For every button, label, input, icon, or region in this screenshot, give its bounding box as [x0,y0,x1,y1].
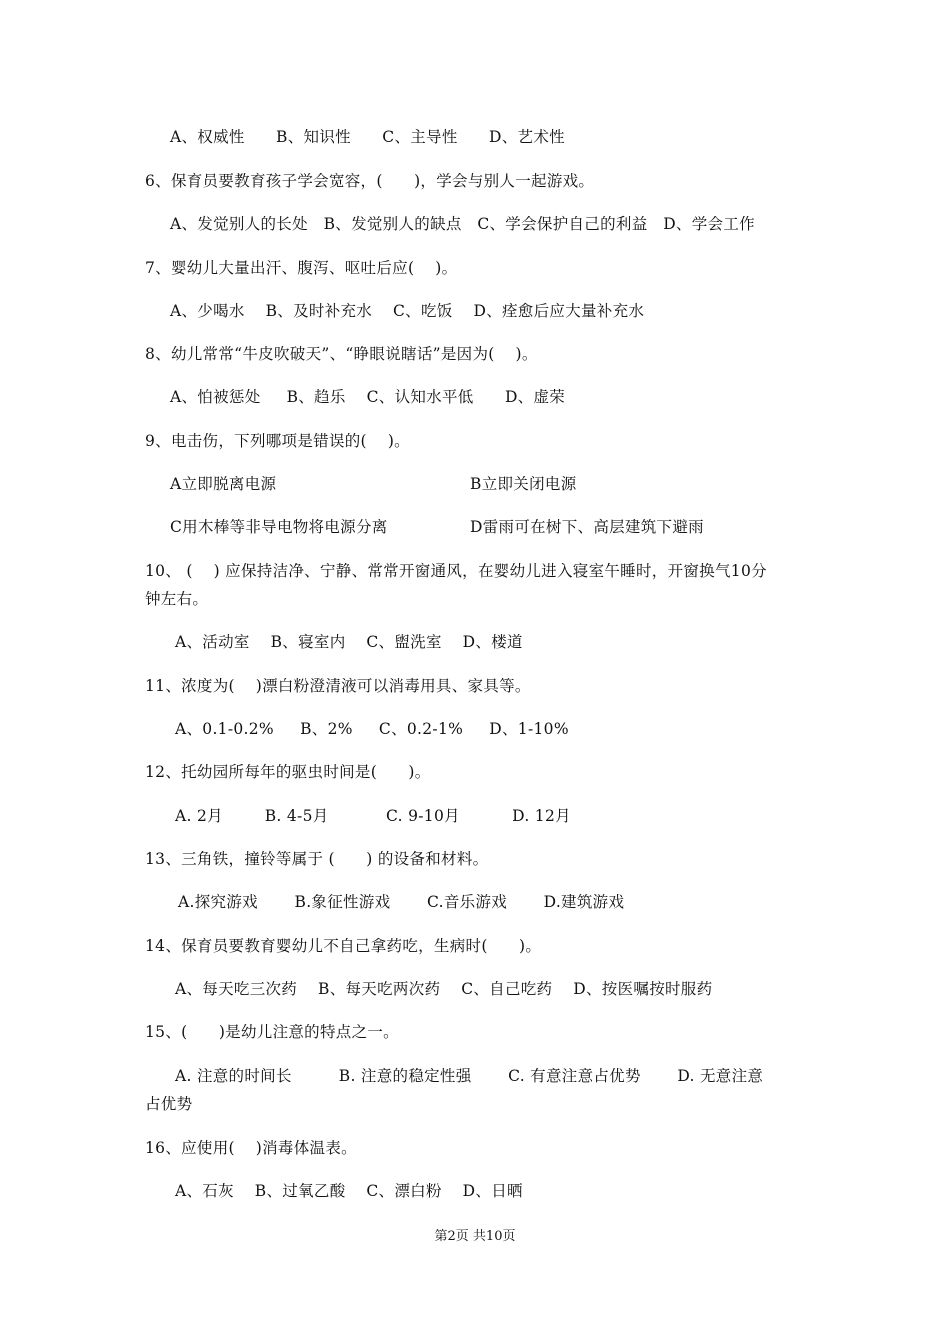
q14-options: A、每天吃三次药 B、每天吃两次药 C、自己吃药 D、按医嘱按时服药 [175,980,713,998]
q11-options: A、0.1-0.2% B、2% C、0.2-1% D、1-10% [175,720,569,738]
q5-options: A、权威性 B、知识性 C、主导性 D、艺术性 [170,128,565,146]
q15-options: A. 注意的时间长 B. 注意的稳定性强 C. 有意注意占优势 D. 无意注意 [175,1067,764,1085]
q10-options: A、活动室 B、寝室内 C、盥洗室 D、楼道 [175,633,523,651]
q13-options: A.探究游戏 B.象征性游戏 C.音乐游戏 D.建筑游戏 [178,893,625,911]
q7-options: A、少喝水 B、及时补充水 C、吃饭 D、痊愈后应大量补充水 [170,302,645,320]
page-footer: 第2页 共10页 [434,1229,516,1244]
q16-question: 16、应使用( )消毒体温表。 [145,1139,357,1157]
q12-options: A. 2月 B. 4-5月 C. 9-10月 D. 12月 [175,807,571,825]
q14-question: 14、保育员要教育婴幼儿不自己拿药吃，生病时( )。 [145,937,542,955]
q6-options: A、发觉别人的长处 B、发觉别人的缺点 C、学会保护自己的利益 D、学会工作 [170,215,755,233]
q16-options: A、石灰 B、过氧乙酸 C、漂白粉 D、日晒 [175,1182,523,1200]
q7-question: 7、婴幼儿大量出汗、腹泻、呕吐后应( )。 [145,259,458,277]
q9-option-c: C用木棒等非导电物将电源分离 [170,518,388,536]
q6-question: 6、保育员要教育孩子学会宽容，( )，学会与别人一起游戏。 [145,172,595,190]
q13-question: 13、三角铁，撞铃等属于 ( ) 的设备和材料。 [145,850,489,868]
q11-question: 11、浓度为( )漂白粉澄清液可以消毒用具、家具等。 [145,677,531,695]
q9-option-a: A立即脱离电源 [170,475,277,493]
q15-options-cont: 占优势 [145,1095,193,1113]
q9-option-d: D雷雨可在树下、高层建筑下避雨 [470,518,704,536]
q9-option-b: B立即关闭电源 [470,475,577,493]
q9-question: 9、电击伤，下列哪项是错误的( )。 [145,432,410,450]
q10-question: 10、 ( ) 应保持洁净、宁静、常常开窗通风，在婴幼儿进入寝室午睡时，开窗换气10分 [145,562,767,580]
q12-question: 12、托幼园所每年的驱虫时间是( )。 [145,763,431,781]
q8-question: 8、幼儿常常“牛皮吹破天”、“睁眼说瞎话”是因为( )。 [145,345,538,363]
q15-question: 15、( )是幼儿注意的特点之一。 [145,1023,399,1041]
q8-options: A、怕被惩处 B、趋乐 C、认知水平低 D、虚荣 [170,388,566,406]
q10-question-cont: 钟左右。 [145,590,209,608]
